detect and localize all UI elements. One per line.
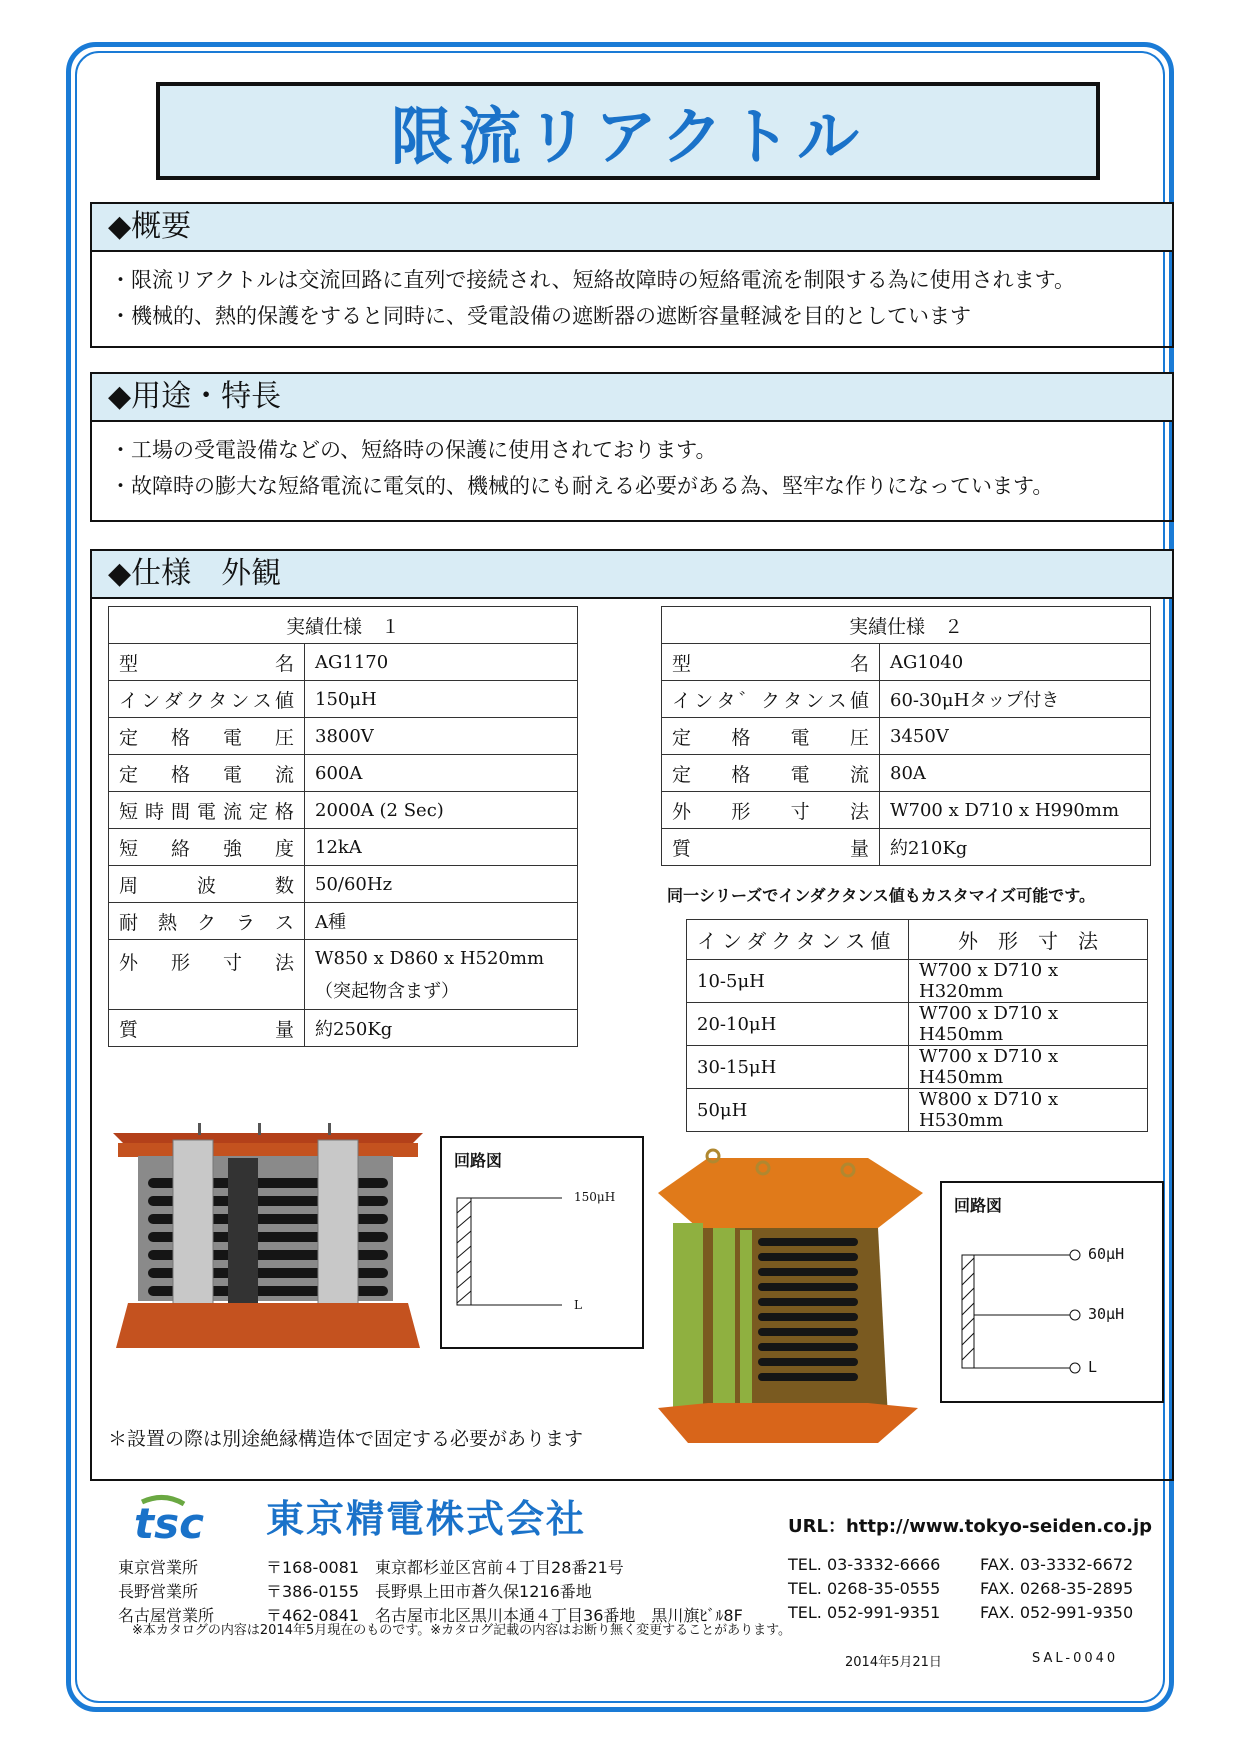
circuit-2-title: 回路図 [954,1196,1003,1215]
spec-value-text: 12kA [315,836,362,858]
spec-row [109,1010,578,1047]
spec-table-1-header: 実績仕様 １ [109,607,578,644]
overview-heading: ◆概要 [92,204,1172,252]
spec-label-char: ゛ [738,689,758,712]
spec-label [109,792,305,829]
series-note: 同一シリーズでインダクタンス値もカスタマイズ可能です。 [667,886,1096,905]
spec-row [662,681,1151,718]
spec-value-text: 150μH [315,688,377,710]
spec-label-char: ン [805,689,825,712]
spec-label-char: 波 [196,874,216,897]
spec-value [880,829,1151,866]
spec-row [662,718,1151,755]
spec-label-char: タ [716,689,736,712]
spec-value [305,940,578,1010]
usage-line: ・故障時の膨大な短絡電流に電気的、機械的にも耐える必要がある為、堅牢な作りになっています。 [110,474,1054,498]
spec-label [109,829,305,866]
circuit-2-tap-60: 60μH [1088,1245,1125,1263]
spec-label [109,940,305,1010]
spec-label-char: 電 [222,763,242,786]
circuit-1-drawing [442,1138,642,1347]
spec-table-2-header: 実績仕様 ２ [662,607,1151,644]
spec-label-char: 値 [849,689,869,712]
spec-label-char: 名 [849,652,869,675]
inductance-value: 30-15μH [687,1046,909,1089]
dimension-value: W700 x D710 x H320mm [909,960,1148,1003]
spec-label [662,681,880,718]
usage-line: ・工場の受電設備などの、短絡時の保護に使用されております。 [110,438,717,462]
spec-label-char: 格 [274,800,294,823]
spec-value [305,1010,578,1047]
spec-value-text: 80A [890,762,926,784]
spec-row [109,681,578,718]
circuit-1-top-label: 150μH [574,1190,616,1204]
issue-date: 2014年5月21日 [845,1655,942,1670]
spec-value [305,718,578,755]
spec-label-char: 時 [144,800,164,823]
spec-label [662,829,880,866]
spec-row [109,903,578,940]
spec-label-char: 定 [672,763,692,786]
spec-label-char: イ [672,689,692,712]
spec-label-char: ク [196,911,216,934]
spec-value-text: AG1170 [315,651,389,673]
office-fax: FAX. 03-3332-6672 [980,1555,1134,1574]
spec-label-char: 圧 [274,726,294,749]
spec-value-text: 50/60Hz [315,873,393,895]
spec-label-char: 量 [274,1018,294,1041]
spec-label-char: 電 [196,800,216,823]
usage-heading: ◆用途・特長 [92,374,1172,422]
spec-label-char: 法 [849,800,869,823]
circuit-diagram-2 [940,1181,1164,1403]
office-address: 〒386-0155 長野県上田市蒼久保1216番地 [266,1582,592,1601]
inductance-row [687,1089,1148,1132]
spec-label-char: 熱 [157,911,177,934]
spec-value [305,829,578,866]
spec-label-char: 寸 [222,952,242,974]
office-tel: TEL. 0268-35-0555 [788,1579,941,1598]
spec-label [109,718,305,755]
spec-value-note: （突起物含まず） [315,981,459,1002]
spec-label [109,903,305,940]
spec-label [109,644,305,681]
spec-value-text: AG1040 [890,651,964,673]
spec-value [880,755,1151,792]
inductance-table [686,919,1148,1132]
install-note: ＊設置の際は別途絶縁構造体で固定する必要があります [108,1428,584,1450]
spec-value-text: A種 [315,912,346,933]
spec-label-char: 量 [849,837,869,860]
spec-label-char: イ [119,689,139,712]
spec-label [662,718,880,755]
spec-value-text: 約210Kg [890,838,968,859]
circuit-2-tap-l: L [1088,1358,1098,1376]
spec-row [662,644,1151,681]
dimension-value: W700 x D710 x H450mm [909,1046,1148,1089]
spec-row [109,755,578,792]
spec-value-text: 60-30μHタップ付き [890,690,1060,711]
spec-row [662,792,1151,829]
spec-value-text: W850 x D860 x H520mm [315,948,545,969]
spec-label-char: 質 [119,1018,139,1041]
spec-label-char: 形 [731,800,751,823]
spec-label-char: 耐 [119,911,139,934]
catalog-code: SAL-0040 [1032,1651,1119,1666]
spec-label [109,755,305,792]
spec-row [109,644,578,681]
spec-label-char: 格 [731,763,751,786]
spec-label-char: ス [252,689,272,712]
spec-label-char: ン [230,689,250,712]
office-name: 名古屋営業所 [118,1606,215,1625]
spec-value-text: 約250Kg [315,1019,393,1040]
spec-label-char: 電 [790,763,810,786]
spec-label-char: 質 [672,837,692,860]
spec-label-char: 定 [672,726,692,749]
spec-label-char: 電 [790,726,810,749]
spec-label-char: 型 [672,652,692,675]
spec-label-char: ラ [235,911,255,934]
spec-row [109,866,578,903]
office-fax: FAX. 0268-35-2895 [980,1579,1134,1598]
office-address: 〒168-0081 東京都杉並区宮前４丁目28番21号 [266,1558,624,1577]
overview-section [90,202,1174,348]
dimension-value: W700 x D710 x H450mm [909,1003,1148,1046]
spec-label-char: 間 [170,800,190,823]
circuit-diagram-1 [440,1136,644,1349]
spec-label [109,1010,305,1047]
spec-value [880,681,1151,718]
spec-value-text: 600A [315,762,363,784]
title-banner [156,82,1100,180]
spec-label [109,866,305,903]
circuit-2-drawing [942,1183,1162,1401]
spec-label-char: ク [760,689,780,712]
disclaimer: ※本カタログの内容は2014年5月現在のものです。※カタログ記載の内容はお断り無く変更することがあります。 [132,1623,792,1638]
spec-label-char: 寸 [790,800,810,823]
overview-line: ・機械的、熱的保護をすると同時に、受電設備の遮断器の遮断容量軽減を目的としています [110,304,971,328]
spec-label [662,644,880,681]
company-url[interactable]: URL：http://www.tokyo-seiden.co.jp [788,1516,1153,1537]
page-title: 限流リアクトル [390,99,866,173]
circuit-1-bottom-label: L [574,1298,582,1312]
spec-label-char: 格 [731,726,751,749]
spec-value-text: 3800V [315,725,374,747]
spec-row [109,940,578,1010]
reactor-photo-1 [108,1118,428,1358]
company-name: 東京精電株式会社 [266,1497,587,1541]
reactor-photo-2 [648,1148,926,1448]
spec-value-text: 3450V [890,725,949,747]
dimension-col-header: 外 形 寸 法 [909,920,1148,960]
circuit-1-title: 回路図 [454,1151,503,1170]
spec-table-2 [661,606,1151,866]
spec-row [109,829,578,866]
tsc-logo [134,1494,230,1544]
spec-value [880,718,1151,755]
spec-heading: ◆仕様 外観 [92,551,1172,599]
spec-label-char: 数 [274,874,294,897]
spec-label-char: 格 [170,763,190,786]
spec-value [305,866,578,903]
office-tel: TEL. 052-991-9351 [788,1603,941,1622]
office-address: 〒462-0841 名古屋市北区黒川本通４丁目36番地 黒川旗ﾋﾞﾙ8F [266,1606,743,1625]
spec-label-char: 値 [274,689,294,712]
spec-label-char: ダ [163,689,183,712]
spec-label-char: 格 [170,726,190,749]
spec-value-text: 2000A (2 Sec) [315,799,444,821]
spec-label [109,681,305,718]
spec-label-char: 流 [274,763,294,786]
inductance-col-header: インダクタンス値 [687,920,909,960]
spec-value-text: W700 x D710 x H990mm [890,799,1120,821]
overview-line: ・限流リアクトルは交流回路に直列で接続され、短絡故障時の短絡電流を制限する為に使用されます。 [110,268,1075,292]
spec-label-char: 短 [119,800,139,823]
spec-value [880,644,1151,681]
circuit-2-tap-30: 30μH [1088,1305,1125,1323]
spec-row [109,792,578,829]
office-name: 東京営業所 [118,1558,199,1577]
spec-table-1 [108,606,578,1047]
spec-value [305,755,578,792]
spec-label [662,792,880,829]
spec-value [305,681,578,718]
spec-label-char: ス [274,911,294,934]
office-name: 長野営業所 [118,1582,199,1601]
spec-label-char: ン [141,689,161,712]
spec-label-char: 電 [222,726,242,749]
inductance-value: 50μH [687,1089,909,1132]
inductance-value: 20-10μH [687,1003,909,1046]
spec-label-char: 名 [274,652,294,675]
office-fax: FAX. 052-991-9350 [980,1603,1134,1622]
spec-label-char: 周 [119,874,139,897]
logo-text: tsc [134,1499,204,1544]
spec-label-char: ク [185,689,205,712]
spec-label-char: 定 [119,763,139,786]
spec-label-char: 型 [119,652,139,675]
spec-label [662,755,880,792]
spec-label-char: タ [783,689,803,712]
inductance-row [687,1046,1148,1089]
spec-value [305,903,578,940]
spec-label-char: 度 [274,837,294,860]
spec-label-char: 定 [248,800,268,823]
spec-label-char: 絡 [170,837,190,860]
inductance-row [687,960,1148,1003]
spec-label-char: 外 [672,800,692,823]
spec-label-char: 短 [119,837,139,860]
spec-value [305,644,578,681]
usage-section [90,372,1174,522]
inductance-row [687,1003,1148,1046]
office-tel: TEL. 03-3332-6666 [788,1555,941,1574]
spec-value [880,792,1151,829]
spec-label-char: 強 [222,837,242,860]
spec-row [662,755,1151,792]
spec-label-char: 圧 [849,726,869,749]
spec-label-char: 外 [119,952,139,974]
spec-label-char: ン [694,689,714,712]
spec-row [109,718,578,755]
dimension-value: W800 x D710 x H530mm [909,1089,1148,1132]
spec-label-char: 法 [274,952,294,974]
spec-label-char: タ [208,689,228,712]
spec-value [305,792,578,829]
spec-label-char: ス [827,689,847,712]
inductance-value: 10-5μH [687,960,909,1003]
spec-label-char: 流 [222,800,242,823]
spec-row [662,829,1151,866]
spec-label-char: 定 [119,726,139,749]
spec-label-char: 流 [849,763,869,786]
spec-label-char: 形 [170,952,190,974]
